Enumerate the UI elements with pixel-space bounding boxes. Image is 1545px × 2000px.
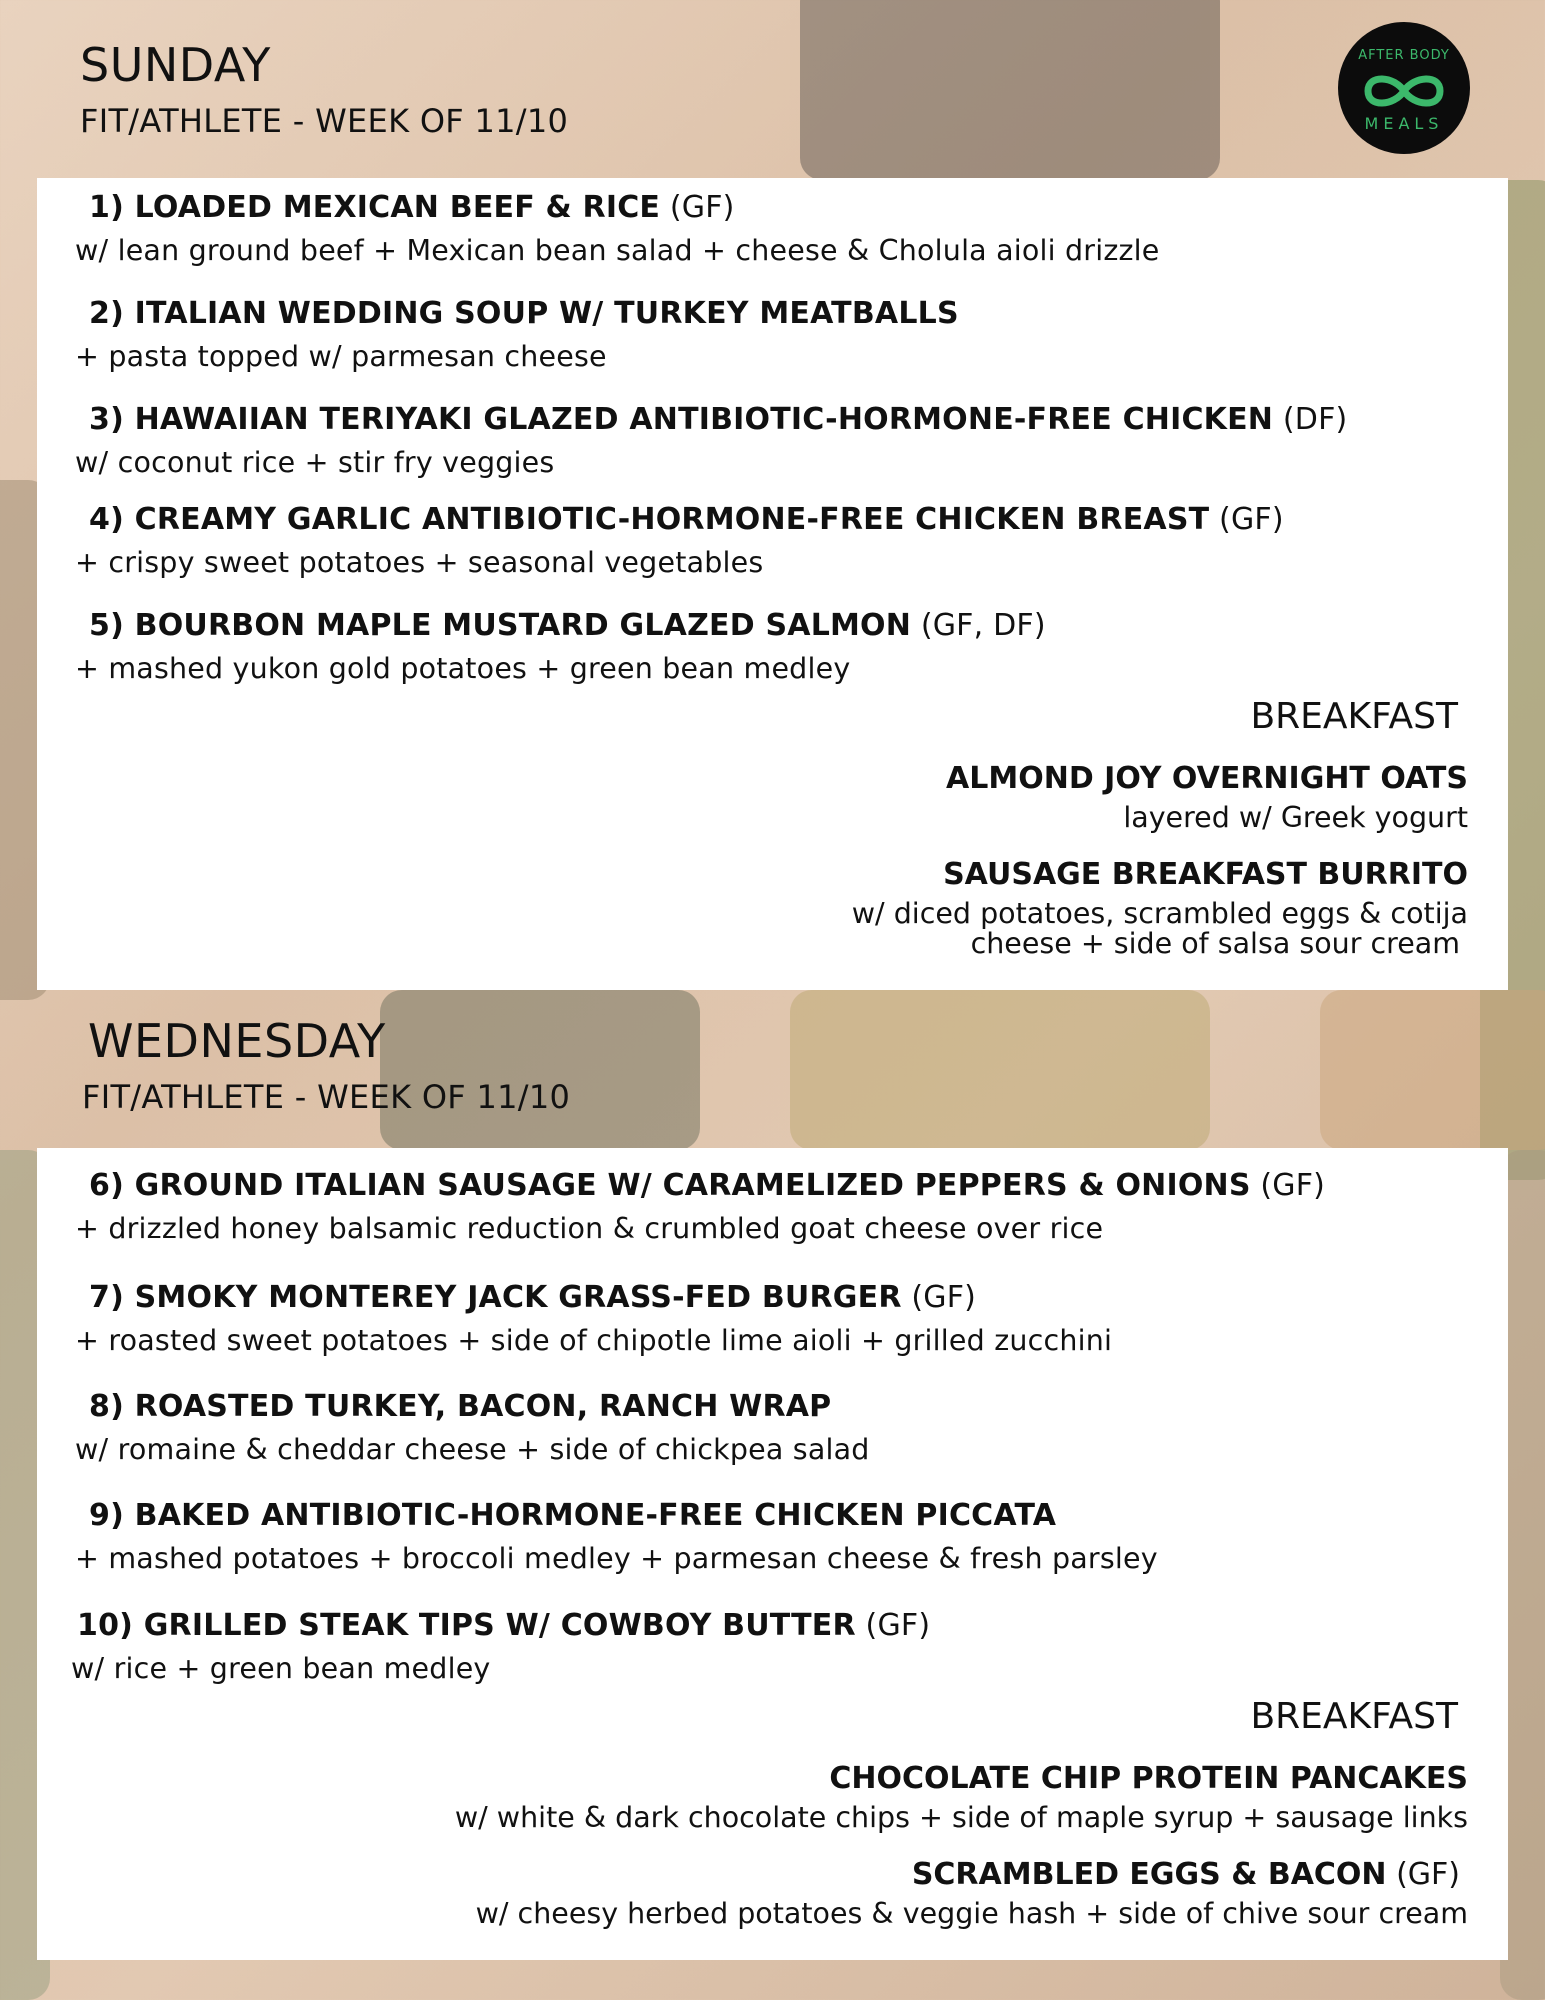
day-title: SUNDAY	[80, 38, 271, 92]
meal-title: 6) GROUND ITALIAN SAUSAGE W/ CARAMELIZED PEPPERS & ONIONS	[89, 1168, 1251, 1203]
meal-item	[37, 1389, 1467, 1466]
breakfast-diet-tag: (GF)	[1386, 1856, 1460, 1892]
breakfast-item-description: cheese + side of salsa sour cream	[970, 927, 1460, 960]
meal-title: 1) LOADED MEXICAN BEEF & RICE	[89, 190, 661, 225]
meal-diet-tag: (GF)	[901, 1280, 977, 1315]
meal-description: w/ romaine & cheddar cheese + side of chickpea salad	[75, 1433, 870, 1466]
meal-diet-tag: (GF)	[855, 1608, 931, 1643]
meal-title: 4) CREAMY GARLIC ANTIBIOTIC-HORMONE-FREE CHICKEN BREAST	[89, 502, 1210, 537]
meal-title: 3) HAWAIIAN TERIYAKI GLAZED ANTIBIOTIC-HORMONE-FREE CHICKEN	[89, 402, 1274, 437]
meal-description: + crispy sweet potatoes + seasonal vegetables	[75, 546, 764, 579]
meal-item	[37, 1498, 1467, 1575]
breakfast-item	[852, 857, 1468, 959]
meal-item	[37, 402, 1467, 479]
breakfast-item-title: ALMOND JOY OVERNIGHT OATS	[946, 761, 1468, 796]
meal-diet-tag: (DF)	[1273, 402, 1348, 437]
meal-diet-tag: (GF)	[660, 190, 735, 225]
meal-description: w/ coconut rice + stir fry veggies	[75, 446, 555, 479]
meal-description: + mashed yukon gold potatoes + green bean medley	[75, 652, 851, 685]
meal-title: 7) SMOKY MONTEREY JACK GRASS-FED BURGER	[89, 1280, 902, 1315]
infinity-icon	[1338, 66, 1470, 116]
breakfast-heading: BREAKFAST	[1250, 696, 1458, 737]
week-subtitle: FIT/ATHLETE - WEEK OF 11/10	[80, 102, 569, 140]
meal-item	[37, 1608, 1467, 1685]
breakfast-heading: BREAKFAST	[1250, 1696, 1458, 1737]
brand-bottom-text: MEALS	[1364, 114, 1444, 133]
breakfast-item-title: SAUSAGE BREAKFAST BURRITO	[943, 856, 1468, 892]
breakfast-section	[852, 696, 1468, 959]
meal-item	[37, 608, 1467, 685]
breakfast-item-description: w/ diced potatoes, scrambled eggs & cotija	[851, 896, 1468, 930]
meal-description: + drizzled honey balsamic reduction & crumbled goat cheese over rice	[75, 1212, 1104, 1245]
breakfast-item	[455, 1857, 1468, 1929]
meal-title: 2) ITALIAN WEDDING SOUP W/ TURKEY MEATBALLS	[89, 296, 959, 331]
brand-top-text: AFTER BODY	[1358, 48, 1450, 63]
meal-description: + mashed potatoes + broccoli medley + parmesan cheese & fresh parsley	[75, 1542, 1158, 1575]
meal-item	[37, 502, 1467, 579]
meal-item	[37, 1280, 1467, 1357]
sunday-header	[80, 38, 569, 140]
breakfast-item-title: SCRAMBLED EGGS & BACON	[911, 1856, 1387, 1892]
meal-description: w/ rice + green bean medley	[71, 1652, 491, 1685]
meal-description: w/ lean ground beef + Mexican bean salad + cheese & Cholula aioli drizzle	[75, 234, 1160, 267]
background-photo-block	[800, 0, 1220, 180]
wednesday-header	[82, 1014, 571, 1116]
meal-item	[37, 296, 1467, 373]
breakfast-item	[852, 761, 1468, 833]
meal-title: 10) GRILLED STEAK TIPS W/ COWBOY BUTTER	[77, 1608, 856, 1643]
meal-title: 8) ROASTED TURKEY, BACON, RANCH WRAP	[89, 1389, 832, 1424]
background-photo-block	[1320, 990, 1545, 1150]
meal-item	[37, 1168, 1467, 1245]
brand-logo	[1338, 22, 1470, 154]
day-title: WEDNESDAY	[88, 1014, 386, 1068]
meal-diet-tag: (GF)	[1250, 1168, 1326, 1203]
breakfast-item-description: w/ white & dark chocolate chips + side of maple syrup + sausage links	[454, 1801, 1468, 1834]
breakfast-section	[455, 1696, 1468, 1928]
meal-title: 9) BAKED ANTIBIOTIC-HORMONE-FREE CHICKEN PICCATA	[89, 1498, 1057, 1533]
breakfast-item-title: CHOCOLATE CHIP PROTEIN PANCAKES	[829, 1761, 1468, 1796]
meal-description: + roasted sweet potatoes + side of chipotle lime aioli + grilled zucchini	[75, 1324, 1113, 1357]
meal-diet-tag: (GF)	[1209, 502, 1284, 537]
breakfast-item	[455, 1761, 1468, 1833]
wednesday-menu-panel	[37, 1148, 1508, 1960]
meal-description: + pasta topped w/ parmesan cheese	[75, 340, 607, 373]
sunday-menu-panel	[37, 178, 1508, 990]
week-subtitle: FIT/ATHLETE - WEEK OF 11/10	[82, 1078, 571, 1116]
breakfast-item-description: w/ cheesy herbed potatoes & veggie hash + side of chive sour cream	[475, 1896, 1468, 1930]
breakfast-item-description: layered w/ Greek yogurt	[1123, 801, 1468, 834]
background-photo-block	[790, 990, 1210, 1150]
meal-item	[37, 190, 1467, 267]
meal-diet-tag: (GF, DF)	[911, 608, 1046, 643]
meal-title: 5) BOURBON MAPLE MUSTARD GLAZED SALMON	[89, 608, 912, 643]
